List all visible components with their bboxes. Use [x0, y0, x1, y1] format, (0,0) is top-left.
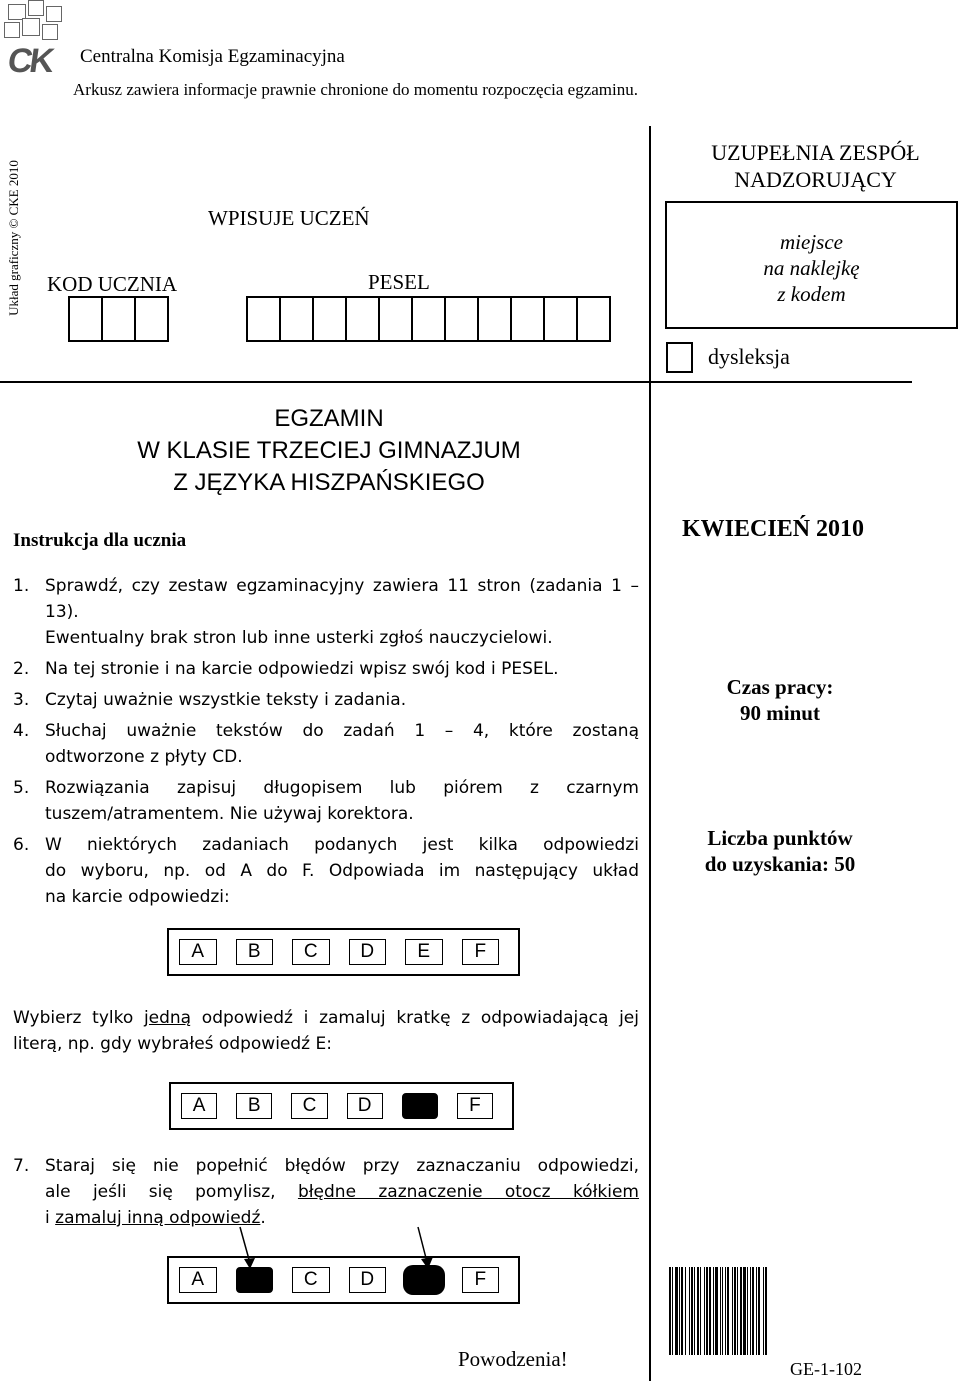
choose-instruction	[13, 1005, 639, 1057]
exam-date: KWIECIEŃ 2010	[682, 516, 865, 542]
instruction-item	[13, 775, 639, 827]
dyslexia-label: dysleksja	[708, 344, 790, 369]
column-divider	[649, 126, 651, 1381]
document-code: GE-1-102	[790, 1359, 862, 1379]
instructions-heading: Instrukcja dla ucznia	[13, 530, 187, 551]
sticker-line: z kodem	[777, 282, 846, 306]
option-c: C	[292, 939, 330, 965]
item-line: Na tej stronie i na karcie odpowiedzi wpisz swój kod i PESEL.	[45, 659, 559, 679]
option-d: D	[349, 1267, 387, 1293]
barcode	[669, 1267, 872, 1355]
institution-name: Centralna Komisja Egzaminacyjna	[80, 46, 345, 67]
pesel-box[interactable]	[444, 296, 479, 342]
item-line: odtworzone z płyty CD.	[45, 747, 243, 767]
points-line: do uzyskania: 50	[704, 852, 856, 876]
kod-box[interactable]	[134, 296, 169, 342]
pesel-label: PESEL	[368, 270, 430, 294]
answer-strip-marked-e	[169, 1082, 514, 1130]
exam-title	[104, 403, 554, 499]
option-a: A	[181, 1093, 217, 1119]
emphasis-fill: zamaluj inną odpowiedź	[55, 1208, 261, 1228]
emphasis-jedna: jedną	[143, 1008, 192, 1028]
pesel-box[interactable]	[378, 296, 413, 342]
text-part: .	[260, 1208, 266, 1228]
option-d: D	[349, 939, 387, 965]
sticker-line: miejsce	[780, 230, 843, 254]
duration-line: Czas pracy:	[726, 675, 834, 699]
item-number: 3.	[13, 690, 30, 710]
instruction-item	[13, 832, 639, 910]
item-line: W niektórych zadaniach podanych jest kilka odpowiedzi	[45, 835, 639, 855]
item-line: na karcie odpowiedzi:	[45, 887, 230, 907]
item-number: 2.	[13, 659, 30, 679]
kod-ucznia-label: KOD UCZNIA	[47, 272, 178, 296]
points-line: Liczba punktów	[707, 826, 853, 850]
sticker-placeholder	[665, 201, 958, 329]
option-c: C	[292, 1267, 330, 1293]
pesel-box[interactable]	[312, 296, 347, 342]
item-line: Staraj się nie popełnić błędów przy zaznaczaniu odpowiedzi,	[45, 1156, 639, 1176]
item-line: Słuchaj uważnie tekstów do zadań 1 – 4, które zostaną	[45, 721, 639, 741]
emphasis-circle: błędne zaznaczenie otocz kółkiem	[297, 1182, 639, 1202]
item-line: tuszem/atramentem. Nie używaj korektora.	[45, 804, 414, 824]
exam-points	[660, 825, 900, 877]
kod-ucznia-boxes	[70, 296, 169, 342]
item-number: 7.	[13, 1156, 30, 1176]
option-d: D	[347, 1093, 383, 1119]
pesel-box[interactable]	[279, 296, 314, 342]
pesel-box[interactable]	[543, 296, 578, 342]
item-line: do wyboru, np. od A do F. Odpowiada im następujący układ	[45, 861, 639, 881]
kod-box[interactable]	[68, 296, 103, 342]
good-luck: Powodzenia!	[458, 1347, 568, 1371]
option-a: A	[179, 939, 217, 965]
title-line: W KLASIE TRZECIEJ GIMNAZJUM	[137, 437, 521, 464]
pesel-boxes	[248, 296, 611, 342]
instruction-item-7	[13, 1153, 639, 1236]
text-part: odpowiedź i zamaluj kratkę z odpowiadającą jej	[191, 1008, 639, 1028]
text-part: i	[45, 1208, 56, 1228]
instructions-list	[13, 573, 639, 915]
sticker-line: na naklejkę	[763, 256, 860, 280]
pesel-box[interactable]	[576, 296, 611, 342]
item-line: Rozwiązania zapisuj długopisem lub piórem z czarnym	[45, 778, 639, 798]
supervisor-section-heading: UZUPEŁNIA ZESPÓŁ NADZORUJĄCY	[711, 140, 920, 192]
option-b: B	[236, 1093, 272, 1119]
instruction-item	[13, 573, 639, 651]
confidentiality-notice: Arkusz zawiera informacje prawnie chronione do momentu rozpoczęcia egzaminu.	[73, 80, 639, 99]
option-e-filled	[402, 1093, 438, 1119]
dyslexia-checkbox[interactable]	[666, 342, 693, 373]
item-number: 5.	[13, 778, 30, 798]
option-b: B	[236, 939, 274, 965]
option-f: F	[462, 1267, 500, 1293]
instruction-item	[13, 1153, 639, 1231]
option-c: C	[291, 1093, 327, 1119]
option-e-circled	[405, 1267, 443, 1293]
item-line: Ewentualny brak stron lub inne usterki zgłoś nauczycielowi.	[45, 628, 553, 648]
logo-text: CK	[5, 42, 54, 80]
exam-duration	[660, 674, 900, 726]
answer-strip-correction	[167, 1256, 520, 1304]
copyright-vertical: Układ graficzny © CKE 2010	[6, 160, 21, 316]
option-e: E	[405, 939, 443, 965]
option-b-filled	[236, 1267, 274, 1293]
answer-strip-example	[167, 928, 520, 976]
item-line: Sprawdź, czy zestaw egzaminacyjny zawiera 11 stron (zadania 1 – 13).	[45, 576, 639, 622]
option-f: F	[457, 1093, 493, 1119]
pesel-box[interactable]	[345, 296, 380, 342]
item-line: Czytaj uważnie wszystkie teksty i zadania.	[45, 690, 407, 710]
pesel-box[interactable]	[411, 296, 446, 342]
text-part: literą, np. gdy wybrałeś odpowiedź E:	[13, 1034, 332, 1054]
barcode-gap	[767, 1267, 768, 1355]
title-line: Z JĘZYKA HISZPAŃSKIEGO	[173, 469, 485, 496]
pesel-box[interactable]	[510, 296, 545, 342]
instruction-item	[13, 687, 639, 713]
text-part: Wybierz tylko	[13, 1008, 144, 1028]
item-number: 6.	[13, 835, 30, 855]
item-number: 1.	[13, 576, 30, 596]
cke-logo	[2, 0, 64, 80]
student-section-heading: WPISUJE UCZEŃ	[208, 206, 370, 230]
text-part: ale jeśli się pomylisz,	[45, 1182, 298, 1202]
option-f: F	[462, 939, 500, 965]
kod-box[interactable]	[101, 296, 136, 342]
option-a: A	[179, 1267, 217, 1293]
pesel-box[interactable]	[477, 296, 512, 342]
instruction-item	[13, 656, 639, 682]
item-number: 4.	[13, 721, 30, 741]
instruction-item	[13, 718, 639, 770]
pesel-box[interactable]	[246, 296, 281, 342]
duration-line: 90 minut	[740, 701, 820, 725]
title-line: EGZAMIN	[274, 405, 384, 432]
header-divider	[0, 381, 912, 383]
